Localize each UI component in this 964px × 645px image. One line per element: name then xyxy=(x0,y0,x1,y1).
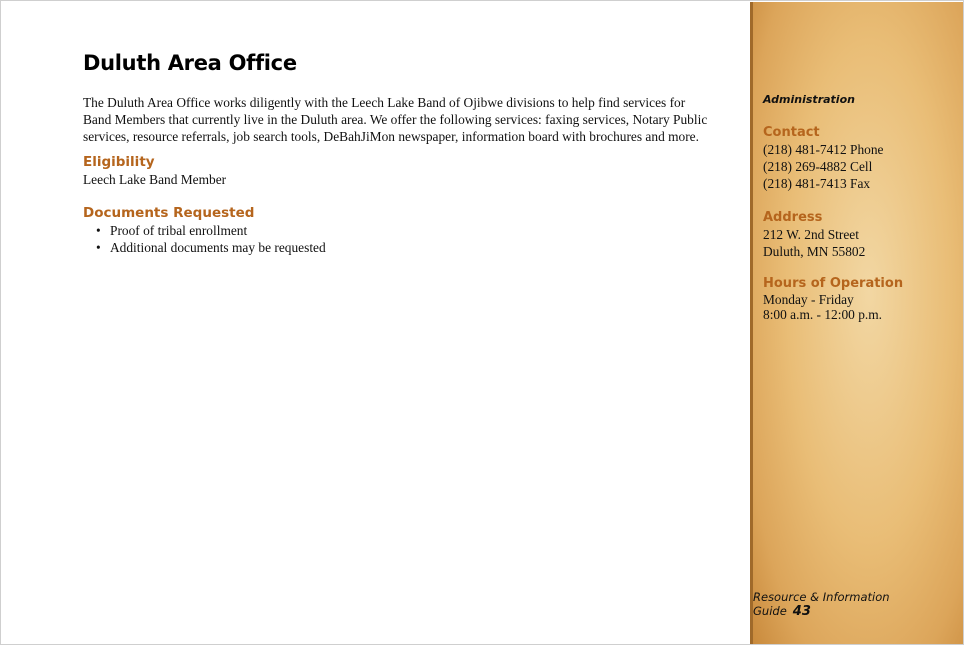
eligibility-section xyxy=(83,154,733,188)
page-number: 43 xyxy=(792,604,811,619)
bullet-icon: • xyxy=(96,223,101,238)
documents-item-label: Additional documents may be requested xyxy=(110,240,326,255)
bullet-icon: • xyxy=(96,240,101,255)
page-footer xyxy=(753,590,937,619)
category-label: Administration xyxy=(763,93,855,106)
contact-heading: Contact xyxy=(763,125,820,140)
sidebar-panel xyxy=(750,2,964,645)
eligibility-heading: Eligibility xyxy=(83,154,155,170)
intro-line-2: Band Members that currently live in the Duluth area. We offer the following services: faxing services, Notary Public xyxy=(83,112,708,127)
address-city: Duluth, MN 55802 xyxy=(763,244,866,259)
hours-section xyxy=(763,275,958,322)
contact-cell: (218) 269-4882 Cell xyxy=(763,159,873,174)
address-heading: Address xyxy=(763,210,823,225)
hours-heading: Hours of Operation xyxy=(763,276,904,291)
intro-line-3: services, resource referrals, job search tools, DeBahJiMon newspaper, information board with brochures and more. xyxy=(83,129,699,144)
hours-days: Monday - Friday xyxy=(763,292,854,307)
main-content xyxy=(83,49,733,256)
documents-section xyxy=(83,205,733,256)
documents-list-item xyxy=(96,239,733,256)
contact-section xyxy=(763,124,958,192)
page-title: Duluth Area Office xyxy=(83,51,297,75)
intro-line-1: The Duluth Area Office works diligently with the Leech Lake Band of Ojibwe divisions to help find services for xyxy=(83,95,686,110)
intro-paragraph xyxy=(83,94,733,145)
documents-heading: Documents Requested xyxy=(83,205,255,221)
documents-item-label: Proof of tribal enrollment xyxy=(110,223,248,238)
hours-times: 8:00 a.m. - 12:00 p.m. xyxy=(763,307,883,322)
documents-list-item xyxy=(96,222,733,239)
address-section xyxy=(763,209,958,260)
eligibility-text: Leech Lake Band Member xyxy=(83,172,227,187)
documents-list xyxy=(83,222,733,256)
sidebar-content xyxy=(763,93,958,322)
address-street: 212 W. 2nd Street xyxy=(763,227,859,242)
contact-fax: (218) 481-7413 Fax xyxy=(763,176,871,191)
contact-phone: (218) 481-7412 Phone xyxy=(763,142,884,157)
guide-title: Resource & Information Guide xyxy=(753,590,890,618)
